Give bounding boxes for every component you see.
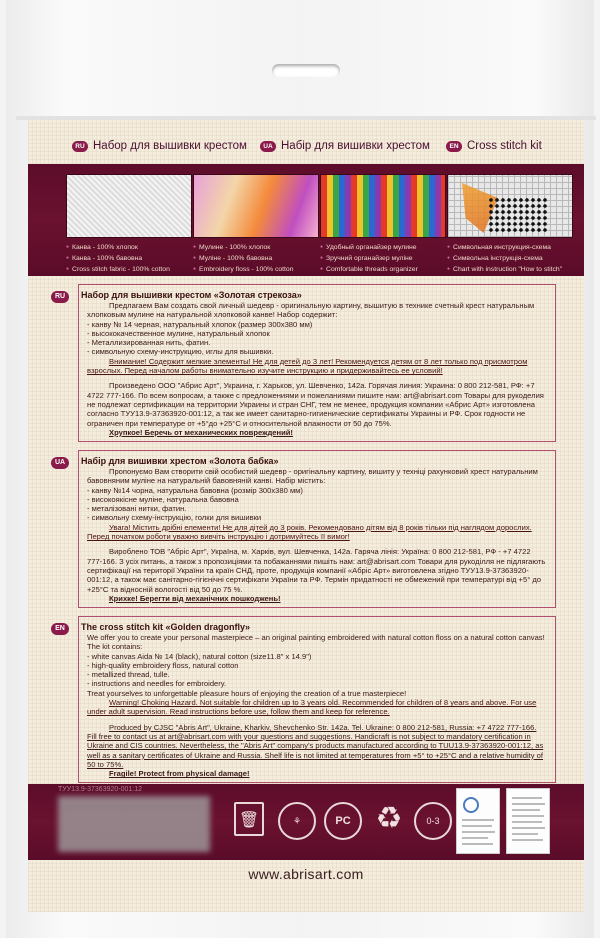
lang-badge: UA — [260, 141, 276, 152]
contents-list — [87, 320, 547, 357]
producer-text: Виробленo ТОВ "Абріс Арт", Україна, м. Харків, вул. Шевченка, 142а. Гаряча лінія: Україна: 0 800 212-581, РФ - +7 4722 777-166. З усіх питань, а також з пропозиціями та побажаннями пишіть нам: art@abrisart.com Товари для рукоділля не підлягають сертифікації на території України та країн СНД, проте, продукція компанії «Абріс Арт» виготовлена згідно ТУУ13.9-37363920-001:12, а також має санітарно-гігієнічні сертифікати України та РФ. Термін придатності не обмежений при температурі від +5° до +25°C та відносній вологості від 50 до 75 %. — [87, 547, 546, 594]
blurred-barcode — [58, 796, 210, 852]
warning-text: Увага! Містить дрібні елементи! Не для дітей до 3 років. Рекомендовано дітям від 8 років тільки під наглядом дорослих. Перед початком роботи уважно вивчіть інструкцію і дотримуйтесь її вимог! — [87, 522, 532, 542]
recycle-bin-icon: 🗑 — [234, 802, 264, 836]
warning-text: Warning! Choking Hazard. Not suitable for children up to 3 years old. Recommended for children of 8 years and above. For use under adult supervision. Read instructions before use, follow them and keep for reference. — [87, 698, 537, 717]
feature-line: ● Cross stitch fabric - 100% cotton — [66, 264, 192, 275]
stamp-icon — [463, 797, 479, 813]
certificate-document — [506, 788, 550, 854]
section-title: Набір для вишивки хрестом «Золота бабка» — [81, 456, 279, 466]
organizer-photo — [320, 174, 446, 238]
lang-badge: RU — [72, 141, 88, 152]
title-ru — [72, 140, 247, 152]
feature-floss — [193, 174, 319, 272]
producer-text: Produced by CJSC "Abris Art", Ukraine, Kharkiv, Shevchenko Str. 142a. Tel. Ukraine: 0 800 212-581, Russia: +7 4722 777-166. Fill free to contact us at art@abrisart.com with your questions and suggestions. Handicraft is not subject to mandatory certification in Ukraine and CIS countries. Nevertheless, the "Abris Art" company's products manufactured according to TUU13.9-37363920-001:12, as well as a sanitary certificates of Ukraine and Russia. Shelf life is not limited at temperatures from +5° to +25°C and a relative humidity of 50 to 75%. — [87, 722, 544, 769]
fragile-text: Fragile! Protect from physical damage! — [109, 769, 250, 779]
section-ru — [54, 284, 556, 442]
contents-list — [87, 652, 547, 689]
package-bag — [6, 0, 594, 938]
list-item: - канву № 14 черная, натуральный хлопок (размер 300х380 мм) — [87, 320, 547, 329]
feature-line: ● Зручний органайзер муліне — [320, 253, 446, 264]
feature-organizer — [320, 174, 446, 272]
chart-photo — [447, 174, 573, 238]
list-item: - символьну схему-інструкцію, голки для вишивки — [87, 513, 547, 522]
fragile-text: Хрупкое! Беречь от механических повреждений! — [109, 427, 293, 437]
age-0-3-prohibited-icon: 0-3 — [414, 802, 452, 840]
product-card — [28, 120, 584, 912]
section-en — [55, 616, 556, 783]
producer-text: Произведено ООО "Абрис Арт", Украина, г. Харьков, ул. Шевченко, 142а. Горячая линия: Украина: 0 800 212-581, РФ: +7 4722 777-166. По всем вопросам, а также с предложениями и пожеланиями пишите нам: art@abrisart.com Товары для рукоделия не подлежат сертификации на территории Украины и стран СНГ, тем не менее, продукция компании «Абрис Арт» изготовлена согласно ТУУ13.9-37363920-001:12, а так же имеет санитарно-гигиенические сертификаты Украины и РФ. Срок годности не ограничен при температуре от +5°до +25°C и относительной влажности от 50 до 75%. — [87, 381, 544, 428]
tu-code: ТУУ13.9-37363920-001:12 — [58, 786, 143, 793]
list-item: - white canvas Aida № 14 (black), natural cotton (size11.8" x 14.9") — [87, 652, 547, 661]
hanger-hole — [272, 64, 340, 77]
lang-badge: EN — [446, 141, 462, 152]
feature-line: ● Символьная инструкция-схема — [447, 242, 573, 253]
title-text: Набор для вышивки крестом — [93, 140, 247, 152]
pct-mark-icon: PC — [324, 802, 362, 840]
section-intro: Предлагаем Вам создать свой личный шедевр - оригинальную картину, вышитую в технике счетный крест натуральным хлопковым мулине на натуральной хлопковой канве! Набор содержит: — [87, 301, 535, 320]
title-text: Cross stitch kit — [467, 140, 542, 152]
title-ua — [260, 140, 430, 152]
canvas-photo — [66, 174, 192, 238]
feature-line: ● Канва - 100% хлопок — [66, 242, 192, 253]
list-item: - високоякісне муліне, натуральна бавовна — [87, 495, 547, 504]
feature-line: ● Муліне - 100% бавовна — [193, 253, 319, 264]
list-item: - instructions and needles for embroidery. — [87, 679, 547, 688]
list-item: - металізовані нитки, фатин. — [87, 504, 547, 513]
lang-badge: RU — [51, 291, 69, 303]
section-intro: Пропонуємо Вам створити свій особистий шедевр - оригінальну картину, вишиту у техніці рахунковий хрест натуральним бавовняним муліне на натуральній бавовняній канві. Набір містить: — [87, 467, 538, 486]
warning-text: Внимание! Содержит мелкие элементы! Не для детей до 3 лет! Рекомендуется детям от 8 лет только под присмотром взрослых. Перед началом работы внимательно изучите инструкцию и придерживайтесь ее условий! — [87, 356, 528, 376]
feature-line: ● Embroidery floss - 100% cotton — [193, 264, 319, 275]
fragile-text: Крихке! Берегти від механічних пошкоджень! — [109, 593, 281, 603]
list-item: - Металлизированная нить, фатин. — [87, 338, 547, 347]
certificate-document — [456, 788, 500, 854]
feature-line: ● Comfortable threads organizer — [320, 264, 446, 275]
feature-line: ● Канва - 100% бавовна — [66, 253, 192, 264]
list-item: - символьную схему-инструкцию, иглы для вышивки. — [87, 347, 547, 356]
feature-line: ● Chart with instruction "How to stitch" — [447, 264, 573, 275]
feature-band — [28, 164, 584, 276]
title-text: Набір для вишивки хрестом — [281, 140, 430, 152]
feature-canvas — [66, 174, 192, 272]
treat-text: Treat yourselves to unforgettable pleasure hours of enjoying the creation of a true masterpiece! — [87, 688, 407, 698]
contents-list — [87, 486, 547, 523]
section-title: Набор для вышивки крестом «Золотая стрекоза» — [81, 290, 302, 300]
lang-badge: EN — [51, 623, 69, 635]
list-item: - metallized thread, tulle. — [87, 670, 547, 679]
list-item: - high-quality embroidery floss, natural cotton — [87, 661, 547, 670]
recycling-icon: ♻ — [375, 802, 403, 835]
feature-line: ● Символьна інструкція-схема — [447, 253, 573, 264]
section-ua — [54, 450, 556, 608]
eco-certified-icon: ⚘ — [278, 802, 316, 840]
section-title: The cross stitch kit «Golden dragonfly» — [81, 622, 251, 632]
chart-symbols — [488, 197, 548, 233]
lang-badge: UA — [51, 457, 69, 469]
list-item: - канву №14 чорна, натуральна бавовна (розмір 300х380 мм) — [87, 486, 547, 495]
title-en — [446, 140, 542, 152]
list-item: - высококачественное мулине, натуральный хлопок — [87, 329, 547, 338]
feature-line: ● Удобный органайзер мулине — [320, 242, 446, 253]
certification-band — [28, 784, 584, 860]
website-url: www.abrisart.com — [248, 866, 364, 882]
feature-chart — [447, 174, 573, 272]
kit-titles — [28, 140, 584, 154]
floss-photo — [193, 174, 319, 238]
section-intro: We offer you to create your personal masterpiece – an original painting embroidered with natural cotton floss on a natural cotton canvas! The kit contains: — [87, 633, 545, 652]
feature-line: ● Мулине - 100% хлопок — [193, 242, 319, 253]
